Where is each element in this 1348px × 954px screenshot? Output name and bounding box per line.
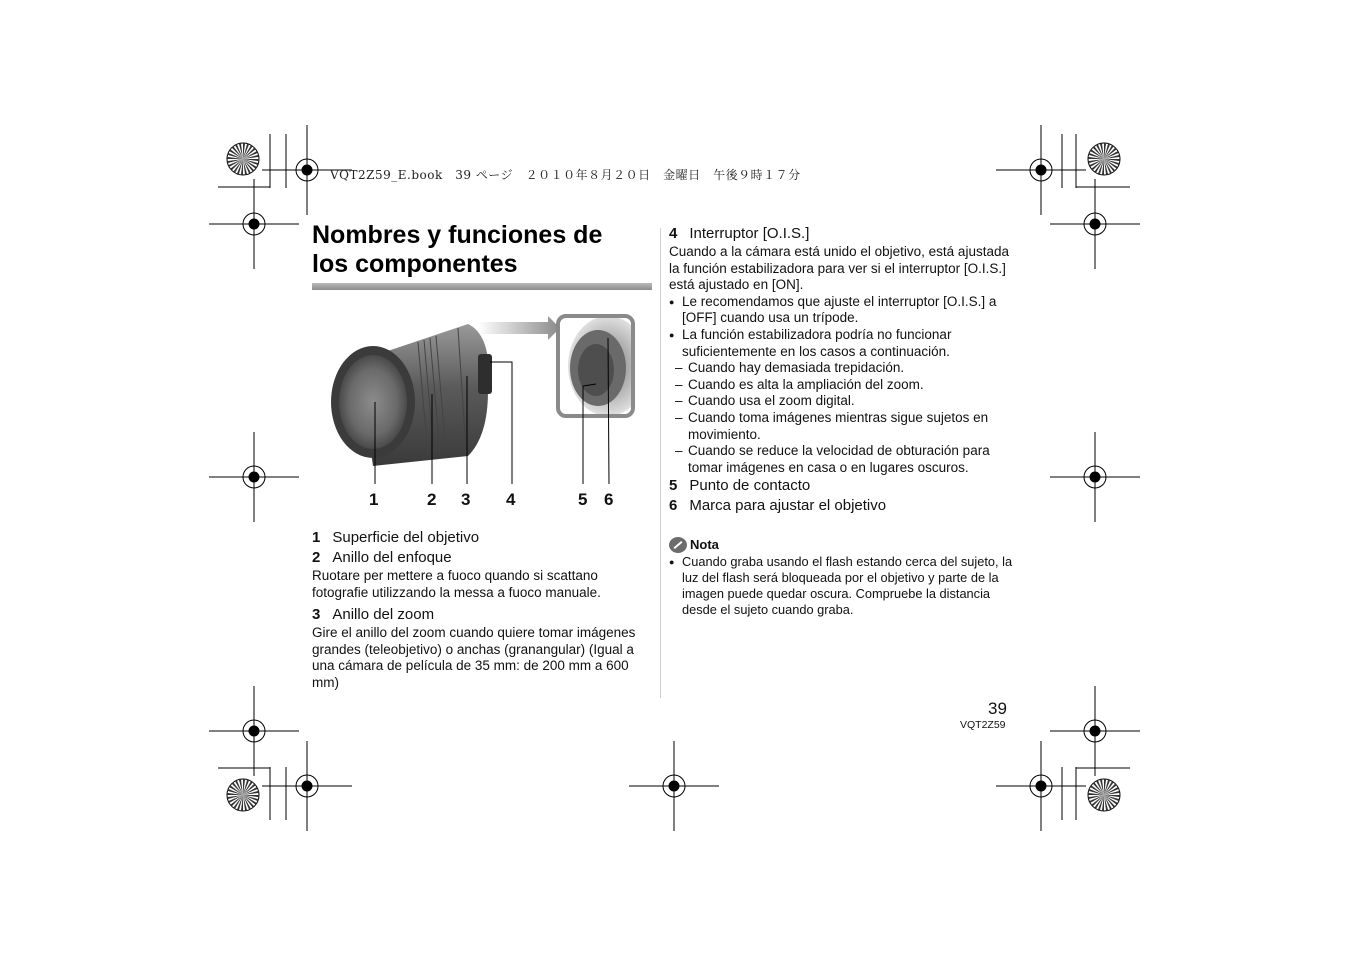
- page-title-line-2: los componentes: [312, 250, 518, 278]
- registration-crosshair: [209, 432, 299, 522]
- note-heading: Nota: [669, 536, 1014, 554]
- item-2-description: Ruotare per mettere a fuoco quando si scattano fotografie utilizzando la messa a fuoco manuale.: [312, 568, 601, 600]
- registration-starburst: [1088, 779, 1120, 811]
- left-column-items: [312, 528, 647, 692]
- lens-illustration: [318, 306, 648, 526]
- ois-switch: [478, 354, 492, 394]
- registration-crosshair: [629, 741, 719, 831]
- item-4-case-5: – Cuando se reduce la velocidad de obturación para tomar imágenes en casa o en lugares oscuros.: [669, 443, 1014, 476]
- note-section: [669, 536, 1014, 618]
- item-6-heading: 6 Marca para ajustar el objetivo: [669, 497, 887, 515]
- registration-starburst: [227, 779, 259, 811]
- column-divider: [660, 228, 661, 698]
- registration-crosshair: [1050, 432, 1140, 522]
- print-header: VQT2Z59_E.book 39 ページ ２０１０年８月２０日 金曜日 午後９時１７分: [330, 168, 801, 182]
- registration-crosshair: [1050, 686, 1140, 776]
- item-4-description: Cuando a la cámara está unido el objetivo, está ajustada la función estabilizadora para ver si el interruptor [O.I.S.] está ajustado en [ON].: [669, 244, 1009, 293]
- callout-1: 1: [369, 490, 379, 509]
- callout-6: 6: [604, 490, 614, 509]
- registration-crosshair: [996, 741, 1086, 831]
- item-4-bullet-2: ● La función estabilizadora podría no funcionar suficientemente en los casos a continuación.: [669, 327, 1014, 360]
- page-number: 39: [988, 699, 1007, 718]
- item-3-heading: 3 Anillo del zoom: [312, 606, 435, 624]
- callout-5: 5: [578, 490, 588, 509]
- callout-2: 2: [427, 490, 437, 509]
- item-4-bullet-1: ● Le recomendamos que ajuste el interruptor [O.I.S.] a [OFF] cuando usa un trípode.: [669, 294, 1014, 327]
- callout-3: 3: [461, 490, 471, 509]
- item-4-case-3: – Cuando usa el zoom digital.: [669, 393, 1014, 410]
- registration-starburst: [227, 143, 259, 175]
- item-1-heading: 1 Superficie del objetivo: [312, 529, 480, 546]
- callout-4: 4: [506, 490, 516, 509]
- model-code: VQT2Z59: [960, 719, 1006, 731]
- lens-surface: [339, 355, 407, 449]
- item-4-case-2: – Cuando es alta la ampliación del zoom.: [669, 377, 1014, 394]
- right-column: [669, 224, 1014, 618]
- registration-crosshair: [209, 179, 299, 269]
- title-underline-bar: [312, 283, 652, 290]
- registration-crosshair: [1050, 179, 1140, 269]
- direction-arrow: [478, 316, 560, 340]
- item-4-case-1: – Cuando hay demasiada trepidación.: [669, 360, 1014, 377]
- registration-crosshair: [209, 686, 299, 776]
- pencil-note-icon: [669, 537, 687, 553]
- item-4-heading: 4 Interruptor [O.I.S.]: [669, 225, 810, 242]
- registration-starburst: [1088, 143, 1120, 175]
- item-3-description: Gire el anillo del zoom cuando quiere tomar imágenes grandes (teleobjetivo) o anchas (granangular) (Igual a una cámara de película de 35 mm: de 200 mm a 600 mm): [312, 625, 636, 690]
- registration-crosshair: [996, 125, 1086, 215]
- page-title: [312, 221, 652, 279]
- item-5-heading: 5 Punto de contacto: [669, 477, 811, 495]
- registration-crosshair: [262, 741, 352, 831]
- note-text: ● Cuando graba usando el flash estando cerca del sujeto, la luz del flash será bloqueada por el objetivo y parte de la imagen puede quedar oscura. Compruebe la distancia desde el sujeto cuando graba.: [669, 554, 1014, 618]
- page-title-line-1: Nombres y funciones de: [312, 221, 603, 249]
- item-4-case-4: – Cuando toma imágenes mientras sigue sujetos en movimiento.: [669, 410, 1014, 443]
- item-2-heading: 2 Anillo del enfoque: [312, 549, 452, 566]
